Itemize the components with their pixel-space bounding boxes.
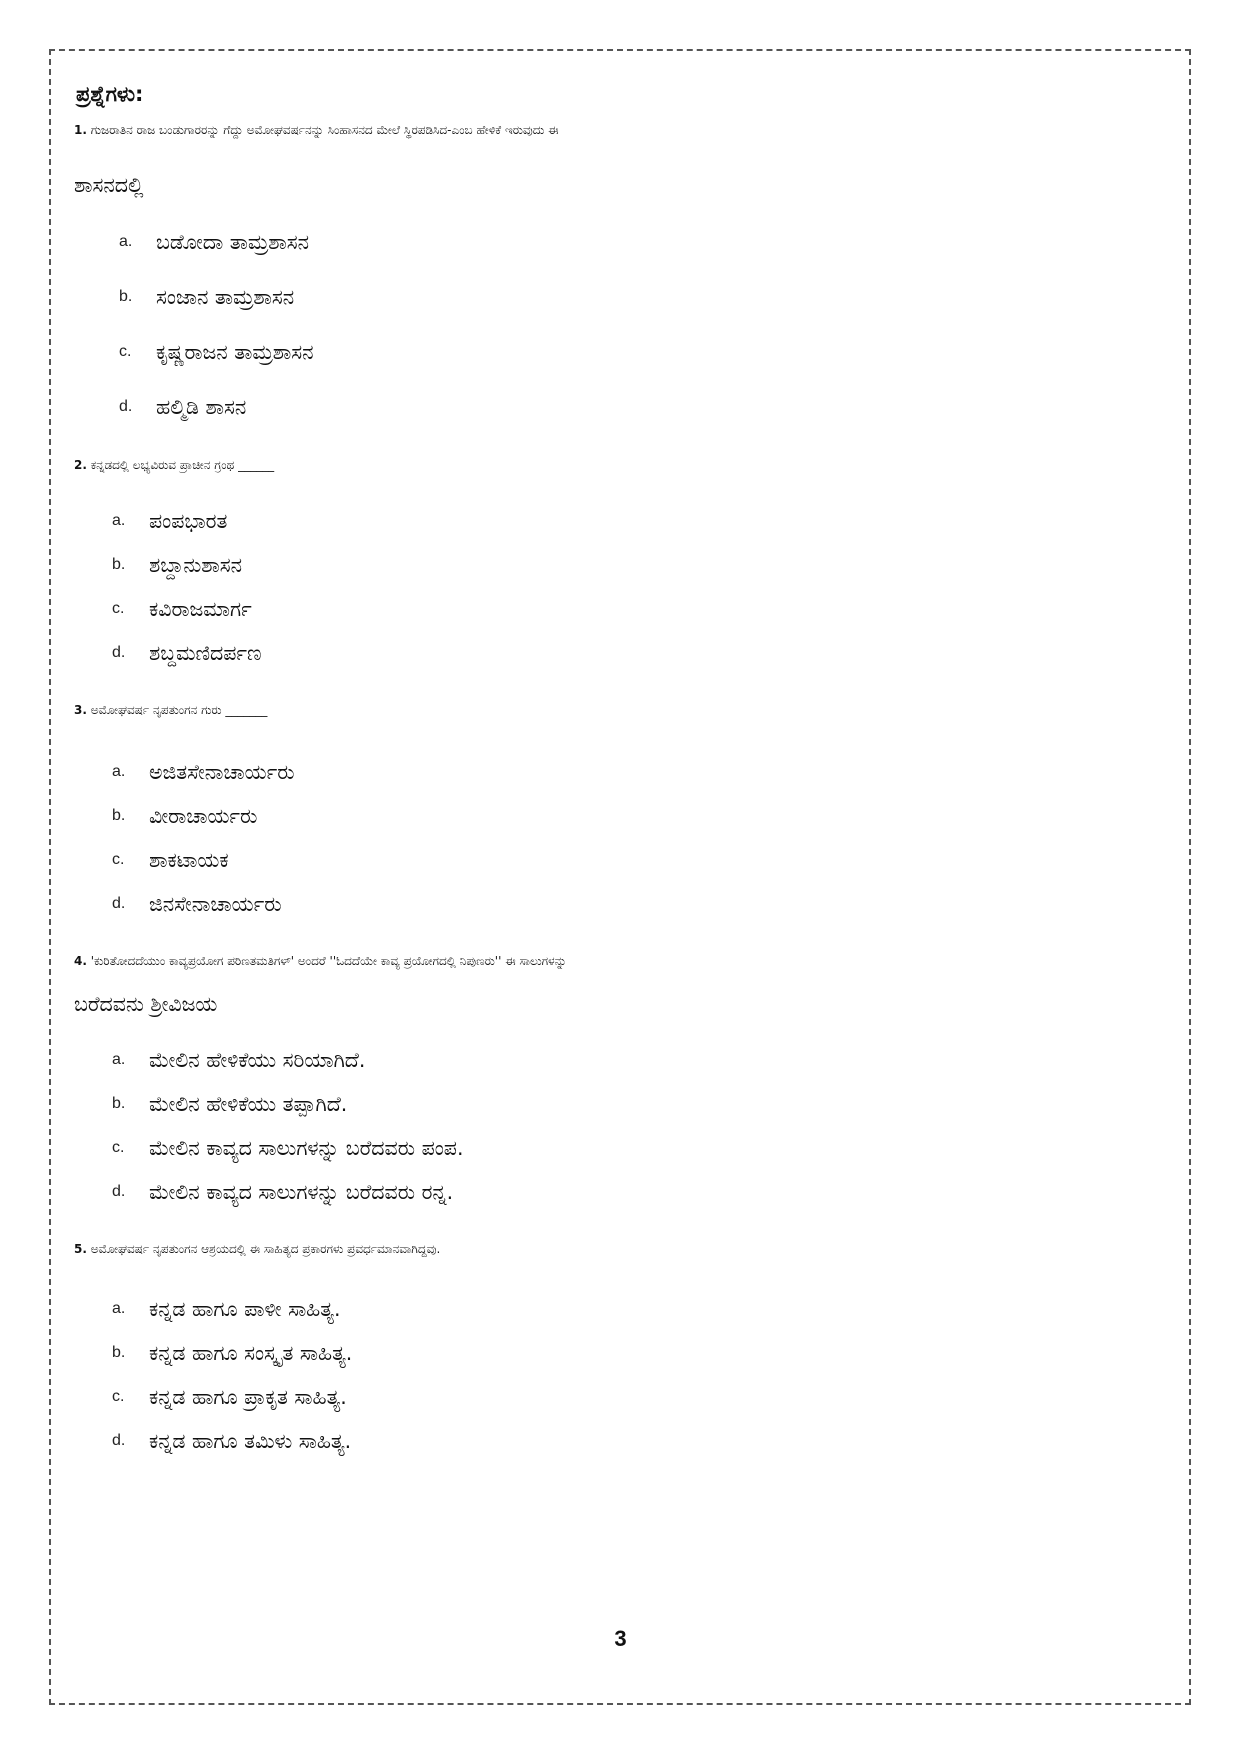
option-text: ಹಲ್ಮಿಡಿ ಶಾಸನ	[156, 395, 247, 419]
option-letter: c.	[112, 1139, 125, 1156]
option-text: ಶಬ್ದಾನುಶಾಸನ	[149, 553, 243, 577]
option-text: ಅಜಿತಸೇನಾಚಾರ್ಯರು	[149, 760, 295, 784]
question-3	[74, 696, 1169, 724]
option-letter: d.	[112, 644, 126, 661]
question-4-continuation: ಬರೆದವನು ಶ್ರೀವಿಜಯ	[74, 992, 218, 1016]
question-4	[74, 947, 1169, 975]
question-5	[74, 1235, 1169, 1263]
option-letter: a.	[112, 1300, 126, 1317]
option-text: ಕನ್ನಡ ಹಾಗೂ ಪ್ರಾಕೃತ ಸಾಹಿತ್ಯ.	[149, 1385, 347, 1409]
option-text: ಜಿನಸೇನಾಚಾರ್ಯರು	[149, 892, 282, 916]
option-text: ಸಂಜಾನ ತಾಮ್ರಶಾಸನ	[156, 285, 295, 309]
question-number: 4.	[74, 954, 87, 968]
question-text: ಕನ್ನಡದಲ್ಲಿ ಲಭ್ಯವಿರುವ ಪ್ರಾಚೀನ ಗ್ರಂಥ ______	[90, 458, 275, 472]
question-text: ಅಮೋಘವರ್ಷ ನೃಪತುಂಗನ ಗುರು _______	[90, 703, 268, 717]
question-number: 2.	[74, 458, 87, 472]
option-letter: c.	[112, 600, 125, 617]
question-text: 'ಕುರಿತೋದದೆಯುಂ ಕಾವ್ಯಪ್ರಯೋಗ ಪರಿಣತಮತಿಗಳ್' ಅಂದರೆ ''ಓದದೆಯೇ ಕಾವ್ಯ ಪ್ರಯೋಗದಲ್ಲಿ ನಿಪುಣರು'' ಈ ಸಾಲುಗಳನ್ನು	[90, 954, 567, 968]
option-letter: b.	[112, 556, 126, 573]
question-text: ಅಮೋಘವರ್ಷ ನೃಪತುಂಗನ ಆಶ್ರಯದಲ್ಲಿ ಈ ಸಾಹಿತ್ಯದ ಪ್ರಕಾರಗಳು ಪ್ರವರ್ಧಮಾನವಾಗಿದ್ದವು.	[90, 1242, 441, 1256]
option-letter: c.	[112, 1388, 125, 1405]
question-1	[74, 116, 1169, 144]
question-text: ಗುಜರಾತಿನ ರಾಜ ಬಂಡುಗಾರರನ್ನು ಗೆದ್ದು ಅಮೋಘವರ್ಷನನ್ನು ಸಿಂಹಾಸನದ ಮೇಲೆ ಸ್ಥಿರಪಡಿಸಿದ-ಎಂಬ ಹೇಳಿಕೆ ಇರುವುದು ಈ	[90, 123, 559, 137]
option-letter: b.	[112, 1344, 126, 1361]
option-text: ಕೃಷ್ಣರಾಜನ ತಾಮ್ರಶಾಸನ	[156, 340, 314, 364]
option-text: ಮೇಲಿನ ಕಾವ್ಯದ ಸಾಲುಗಳನ್ನು ಬರೆದವರು ಪಂಪ.	[149, 1136, 464, 1160]
option-text: ಬಡೋದಾ ತಾಮ್ರಶಾಸನ	[156, 230, 309, 254]
option-letter: a.	[112, 763, 126, 780]
option-letter: c.	[112, 851, 125, 868]
question-1-continuation: ಶಾಸನದಲ್ಲಿ	[74, 173, 144, 197]
option-letter: d.	[119, 398, 133, 415]
option-text: ಕನ್ನಡ ಹಾಗೂ ಸಂಸ್ಕೃತ ಸಾಹಿತ್ಯ.	[149, 1341, 353, 1365]
option-text: ಮೇಲಿನ ಕಾವ್ಯದ ಸಾಲುಗಳನ್ನು ಬರೆದವರು ರನ್ನ.	[149, 1180, 454, 1204]
page-number: 3	[614, 1626, 627, 1651]
option-letter: b.	[112, 807, 126, 824]
option-text: ಕನ್ನಡ ಹಾಗೂ ತಮಿಳು ಸಾಹಿತ್ಯ.	[149, 1429, 352, 1453]
option-letter: d.	[112, 1183, 126, 1200]
option-letter: b.	[119, 288, 133, 305]
option-letter: b.	[112, 1095, 126, 1112]
question-number: 3.	[74, 703, 87, 717]
question-2	[74, 451, 1169, 479]
option-letter: d.	[112, 895, 126, 912]
section-heading: ಪ್ರಶ್ನೆಗಳು:	[76, 82, 144, 106]
option-text: ಶಾಕಟಾಯಕ	[149, 848, 229, 872]
question-number: 5.	[74, 1242, 87, 1256]
option-letter: a.	[112, 512, 126, 529]
option-text: ಶಬ್ದಮಣಿದರ್ಪಣ	[149, 641, 262, 665]
option-letter: a.	[119, 233, 133, 250]
option-text: ಪಂಪಭಾರತ	[149, 509, 228, 533]
option-text: ಕನ್ನಡ ಹಾಗೂ ಪಾಳೀ ಸಾಹಿತ್ಯ.	[149, 1297, 341, 1321]
option-text: ಮೇಲಿನ ಹೇಳಿಕೆಯು ಸರಿಯಾಗಿದೆ.	[149, 1048, 366, 1072]
question-number: 1.	[74, 123, 87, 137]
option-letter: d.	[112, 1432, 126, 1449]
option-letter: c.	[119, 343, 132, 360]
option-text: ಮೇಲಿನ ಹೇಳಿಕೆಯು ತಪ್ಪಾಗಿದೆ.	[149, 1092, 348, 1116]
option-text: ಕವಿರಾಜಮಾರ್ಗ	[149, 597, 252, 621]
option-text: ವೀರಾಚಾರ್ಯರು	[149, 804, 258, 828]
option-letter: a.	[112, 1051, 126, 1068]
